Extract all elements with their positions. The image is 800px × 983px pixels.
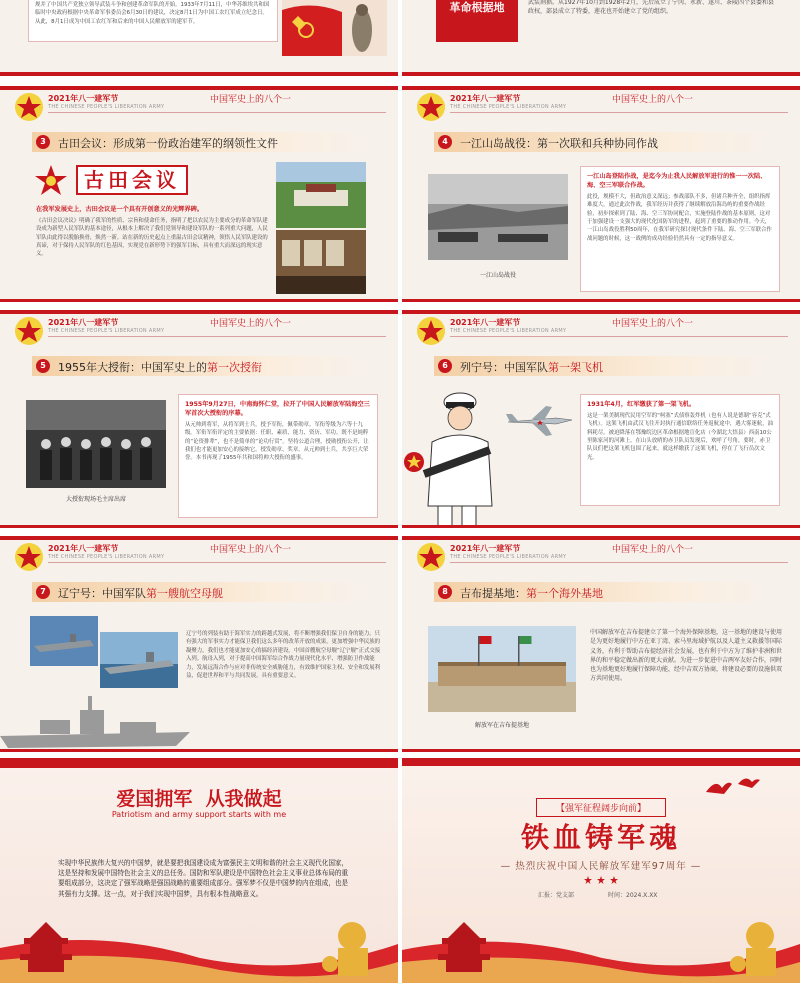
plane-text: [580, 394, 780, 506]
gutian-text: [36, 206, 268, 259]
section-title: [460, 359, 603, 375]
section-title-text: 一江山岛战役：第一次联和兵种协同作战: [460, 137, 658, 150]
section-title-highlight: 第一个海外基地: [526, 587, 603, 600]
temple-and-lion-illustration: [402, 906, 800, 983]
slide-header: [0, 90, 398, 124]
header-title: 中国军史上的八个一: [210, 95, 292, 105]
yijiangshan-caption: 一江山岛战役: [479, 272, 516, 279]
ranks-text: [178, 394, 378, 518]
carrier-photo-2: [100, 632, 178, 688]
slide-lenin-plane: [402, 310, 800, 528]
ranks-lead: 1955年9月27日，中南海怀仁堂，拉开了中国人民解放军陆海空三军首次大授衔的序幕。: [185, 401, 370, 417]
gutian-lead: 在我军发展史上，古田会议是一个具有开创意义的光辉界碑。: [36, 206, 204, 213]
year-label: 2021年八一建军节: [48, 94, 119, 103]
year-label: 2021年八一建军节: [450, 94, 521, 103]
slide-top-right: [402, 0, 800, 76]
section-title: [460, 585, 603, 601]
patriotism-subtitle: Patriotism and army support starts with me: [111, 810, 287, 819]
cover-subtitle: — 热烈庆祝中国人民解放军建军97周年 —: [500, 861, 702, 872]
party-flag-image: [282, 0, 387, 56]
section-bar: [32, 582, 372, 602]
section-title-text: 辽宁号：中国军队: [58, 587, 146, 600]
section-bar: [434, 582, 774, 602]
section-title: [58, 359, 262, 375]
cover-date: 时间：2024.X.XX: [608, 892, 658, 899]
section-title: [58, 135, 278, 151]
djibouti-caption: 解放军在吉布提基地: [474, 722, 529, 729]
gutian-logo-text: 古田会议: [76, 165, 188, 195]
slide-header: [402, 90, 800, 124]
cover-title: 铁血铸军魂: [520, 821, 681, 854]
slide-liaoning: [0, 536, 398, 752]
top-right-tag: [436, 0, 518, 42]
section-number: 6: [438, 359, 452, 373]
ranks-caption: 大授衔现场毛主席出席: [65, 496, 126, 503]
star-emblem-icon: [14, 92, 44, 122]
slide-header: [0, 314, 398, 348]
year-eng: THE CHINESE PEOPLE'S LIBERATION ARMY: [450, 554, 567, 560]
year-label: 2021年八一建军节: [450, 544, 521, 553]
star-emblem-icon: [416, 92, 446, 122]
slide-1955-ranks: [0, 310, 398, 528]
section-bar: [32, 132, 372, 152]
year-label: 2021年八一建军节: [450, 318, 521, 327]
cover-stars: [402, 876, 800, 886]
slide-cover-end: [402, 758, 800, 983]
section-bar: [32, 356, 372, 376]
slide-yijiangshan: [402, 86, 800, 302]
top-right-tag-text: 革命根据地: [449, 1, 505, 14]
section-title-highlight: 第一次授衔: [207, 361, 262, 374]
section-number: 5: [36, 359, 50, 373]
slide-header: [402, 314, 800, 348]
section-number: 4: [438, 135, 452, 149]
section-title: [460, 135, 658, 151]
slide-gutian: [0, 86, 398, 302]
party-emblem-icon: [34, 164, 68, 198]
patriotism-title: 爱国拥军 从我做起: [116, 788, 282, 810]
gutian-site-photo: [276, 162, 366, 228]
section-number: 8: [438, 585, 452, 599]
section-number: 3: [36, 135, 50, 149]
section-title-text: 古田会议：形成第一份政治建军的纲领性文件: [58, 137, 278, 150]
doves-icon: [702, 774, 762, 804]
header-title: 中国军史上的八个一: [612, 545, 694, 555]
slide-patriotism: [0, 758, 398, 983]
fighter-plane-icon: [506, 404, 576, 438]
yijiangshan-text: [580, 166, 780, 292]
star-emblem-icon: [14, 542, 44, 572]
soldier-illustration: [402, 386, 502, 528]
yijiangshan-battle-photo: [428, 174, 568, 260]
header-title: 中国军史上的八个一: [210, 319, 292, 329]
patriotism-body: 实现中华民族伟大复兴的中国梦，就是要把我国建设成为富强民主文明和谐的社会主义现代化国家，这是坚持和发展中国特色社会主义的总任务。国防和军队建设是中国特色社会主义事业总体布局的重要组成部分，这决定了强军战略是强国战略的重要组成部分。强军梦不仅是中国梦的内在组成，也是其强有力支撑。这一点，对于我们实现中国梦，具有根本性战略意义。: [58, 859, 349, 898]
slide-djibouti: [402, 536, 800, 752]
section-title-highlight: 第一艘航空母舰: [146, 587, 223, 600]
star-emblem-icon: [416, 316, 446, 346]
year-eng: THE CHINESE PEOPLE'S LIBERATION ARMY: [48, 554, 165, 560]
gutian-body: 《古田会议决议》明确了我军的性质、宗旨和使命任务，指明了把以农民为主要成分的革命军队建设成为新型人民军队的基本途径，从根本上解决了我们党领导和建设军队的一系列重大问题，人民军队由此得以脱胎换骨，焕然一新。站在新的历史起点上重温古田会议精神，领悟人民军队建设的真谛，对于保持人民军队的红色基因，实现党在新形势下的强军目标，具有重大而深远的现实意义。: [36, 217, 268, 258]
year-eng: THE CHINESE PEOPLE'S LIBERATION ARMY: [48, 104, 165, 110]
year-eng: THE CHINESE PEOPLE'S LIBERATION ARMY: [48, 328, 165, 334]
star-emblem-icon: [14, 316, 44, 346]
header-title: 中国军史上的八个一: [612, 319, 694, 329]
slide-top-left: [0, 0, 398, 76]
year-label: 2021年八一建军节: [48, 544, 119, 553]
gutian-exhibit-photo: [276, 230, 366, 294]
djibouti-base-photo: [428, 626, 576, 712]
liaoning-text: 辽宁号的列装有助于海军实力的跨越式发展，将不断增强我们保卫自身的能力。只有强大的军事实力才能保卫我们这么多年的改革开放的成果，更加增强中华民族的凝聚力，我们也才能更加安心的搞经济建设。中国首艘航空母舰“辽宁舰”正式交接入列。航母入列，对于提高中国海军综合作战力量现代化水平、增强防卫作战能力，发展远海合作与应对非传统安全威胁能力，有效维护国家主权、安全和发展利益，促进世界和平与共同发展，具有重要意义。: [186, 631, 381, 679]
header-title: 中国军史上的八个一: [612, 95, 694, 105]
plane-lead: 1931年4月，红军缴获了第一架飞机。: [587, 401, 696, 408]
section-title-highlight: 第一架飞机: [548, 361, 603, 374]
star-row-icon: [584, 876, 618, 884]
top-right-text: 武装割据。从1927年10月到1928年2月，先后成立了宁冈、永新、遂川、茶陵四个县委和县政权，部县成立了特委，莲花也开始建立了党的组织。: [528, 0, 774, 16]
gutian-logo: [34, 164, 234, 198]
ranks-ceremony-photo: [26, 400, 166, 488]
djibouti-text: 中国解放军在吉布提建立了第一个海外保障基地，这一基地的建设与使用是为更好地履行中方在亚丁湾、索马里海域护航以及人道主义救援等国际义务，有利于帮助吉布提经济社会发展，也有利于中方为了维护非洲和世界的和平稳定做出新的更大贡献。为进一步促进中吉两军友好合作，同时也为基地更好地履行保障功能，经中吉双方协商，将建设必要的设施供双方共同使用。: [590, 629, 783, 683]
section-title-text: 列宁号：中国军队: [460, 361, 548, 374]
plane-body: 这是一架美制现代民用空军的“柯塞”式侦察轰炸机（也有人说是德制“容克”式飞机）。这架飞机由武汉飞往开封执行通信联络任务返航途中，遇大雾迷航，油料耗尽，被迫降落在鄂豫皖边区革命根据地宣化店（今湖北大悟县）西南10公里陈家河的河滩上。在山头放哨的赤卫队员发现后，欢呼了号角，要时，赤卫队员们把这架飞机包围了起来，就这样缴获了这架飞机，停在了飞行员次文光。: [587, 412, 773, 461]
year-label: 2021年八一建军节: [48, 318, 119, 327]
yijiangshan-lead: 一江山岛登陆作战，是迄今为止我人民解放军进行的惟一一次陆、海、空三军联合作战。: [587, 173, 767, 189]
section-title: [58, 585, 223, 601]
yijiangshan-body: 此役，规模不大，但政治意义深远；参战部队不多，但诸兵种齐全，组织指挥难度大。通过此次作战，我军经历并获得了继续解放沿海岛屿的重要作战经验，初步探索到了陆、海、空三军协同配合，实施登陆作战的基本原则，这对于加强建设一支强大的现代化国防军的进程，起到了重要的推动作用。今天，一江山岛战役胜利50周年，在我军研究探讨现代条件下陆、海、空三军联合作战问题的时候，这一战例的成功经验仍然具有一定的指导意义。: [587, 193, 772, 242]
slide-header: [402, 540, 800, 574]
section-title-text: 1955年大授衔：中国军史上的: [58, 361, 207, 374]
ranks-body: 从元帅到将军，从将军到士兵，授予军衔，佩带勋章。军衔等级为六等十九级。军衔军衔评定的主要依据：任职、素质、能力、资历、军功。既不是純粹的“论资排辈”，也不是简单的“论功行赏”。坚持公道合理，授勋授衔公开，让我们也才能更加安心的接纳它。授发勋章、奖章。从元帅到士兵，共享巨大荣誉。本书再现了1955年共和国将帅大授衔的盛事。: [185, 421, 369, 462]
section-bar: [434, 356, 774, 376]
section-number: 7: [36, 585, 50, 599]
section-bar: [434, 132, 774, 152]
temple-and-lion-illustration: [0, 908, 398, 983]
section-title-text: 吉布提基地：: [460, 587, 526, 600]
star-emblem-icon: [416, 542, 446, 572]
cover-tag: 【强军征程阔步向前】: [536, 798, 666, 817]
year-eng: THE CHINESE PEOPLE'S LIBERATION ARMY: [450, 104, 567, 110]
cover-reporter: 汇报：党支部: [538, 892, 575, 899]
slide-header: [0, 540, 398, 574]
warship-silhouette: [0, 692, 190, 750]
header-title: 中国军史上的八个一: [210, 545, 292, 555]
carrier-photo-1: [30, 616, 98, 666]
top-left-text: 规并了中国共产党独立领导武装斗争和创建革命军队的开始。1933年7月11日，中华苏维埃共和国临时中央政府根据中央革命军事委员会6月30日的建议，决定8月1日为中国工农红军成立纪念日。从此，8月1日成为中国工农红军和后来的中国人民解放军的建军节。: [28, 0, 278, 42]
year-eng: THE CHINESE PEOPLE'S LIBERATION ARMY: [450, 328, 567, 334]
